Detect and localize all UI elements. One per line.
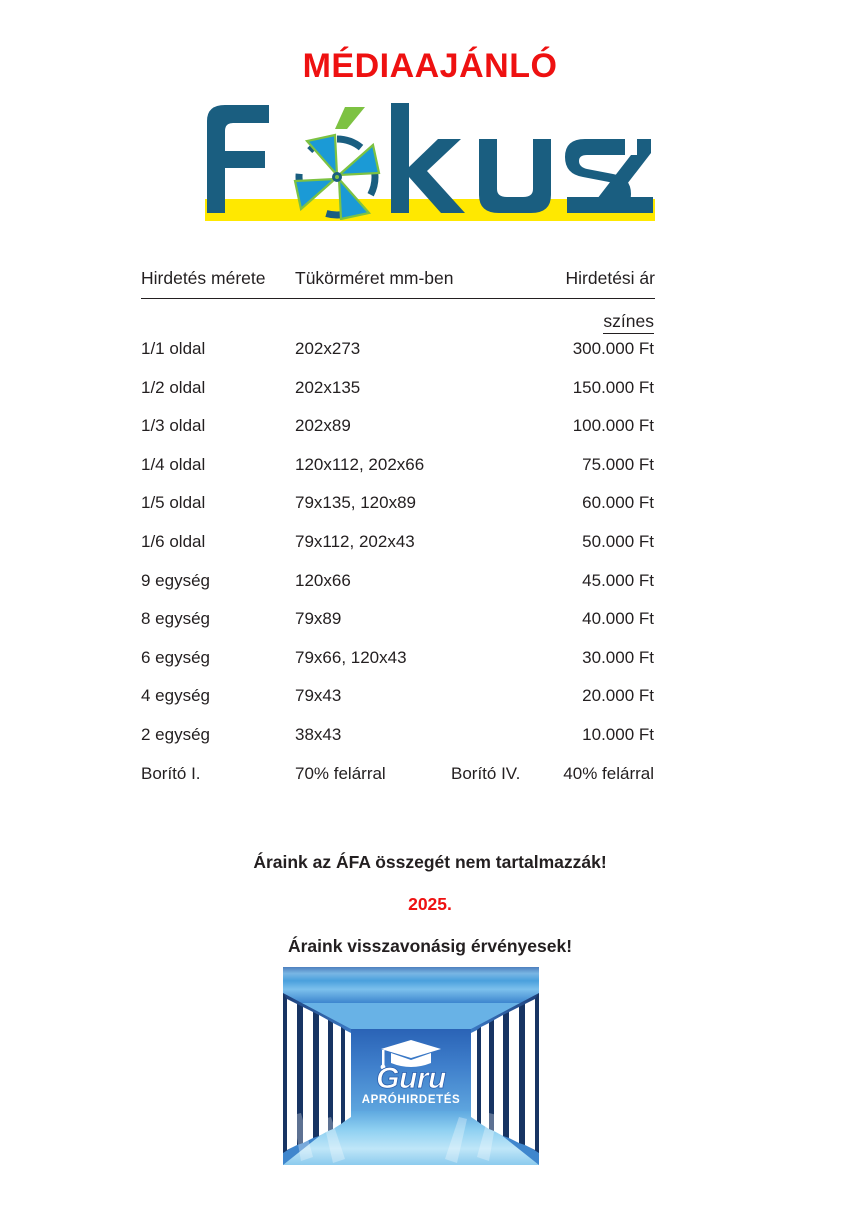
vat-note: Áraink az ÁFA összegét nem tartalmazzák! xyxy=(253,852,607,872)
svg-text:Guru: Guru xyxy=(376,1062,446,1095)
cell-price: 60.000 Ft xyxy=(582,493,654,513)
cell-dimensions: 79x43 xyxy=(295,686,342,706)
cell-size: 8 egység xyxy=(141,609,210,629)
cell-dimensions: 120x112, 202x66 xyxy=(295,454,425,474)
table-row xyxy=(141,374,655,413)
cell-price: 20.000 Ft xyxy=(582,686,654,706)
cell-price: 100.000 Ft xyxy=(572,416,654,436)
cell-size: 1/5 oldal xyxy=(141,493,206,513)
header-size: Hirdetés mérete xyxy=(141,268,266,288)
table-row xyxy=(141,682,655,721)
validity-note: Áraink visszavonásig érvényesek! xyxy=(287,936,573,956)
cell-dimensions: 79x89 xyxy=(295,609,342,629)
notes-block xyxy=(0,852,860,978)
cell-price: 300.000 Ft xyxy=(572,339,654,358)
cell-dimensions: 70% felárral xyxy=(295,763,386,783)
header-dimensions: Tükörméret mm-ben xyxy=(295,268,454,288)
cell-price: 150.000 Ft xyxy=(572,377,654,397)
cell-dimensions: 79x135, 120x89 xyxy=(295,493,416,513)
cell-price: 50.000 Ft xyxy=(582,531,654,551)
table-row xyxy=(141,567,655,606)
table-row xyxy=(141,721,655,760)
cell-size: 1/4 oldal xyxy=(141,454,206,474)
header-price-sub: színes xyxy=(603,311,654,334)
cell-size: 1/1 oldal xyxy=(141,339,206,358)
cell-size: Borító I. xyxy=(141,763,201,783)
table-subheader-row xyxy=(141,299,655,335)
cell-dimensions: 202x273 xyxy=(295,339,361,358)
table-row xyxy=(141,451,655,490)
cell-size: 2 egység xyxy=(141,724,210,744)
cell-size: 6 egység xyxy=(141,647,210,667)
rate-table xyxy=(141,268,655,798)
table-row xyxy=(141,760,655,799)
cell-dimensions: 120x66 xyxy=(295,570,351,590)
table-row xyxy=(141,644,655,683)
cell-dimensions: 202x89 xyxy=(295,416,351,436)
table-header-row xyxy=(141,268,655,299)
cell-dimensions: 38x43 xyxy=(295,724,342,744)
logo-wordmark xyxy=(195,95,665,215)
cell-size: 1/2 oldal xyxy=(141,377,206,397)
cell-dimensions: 79x66, 120x43 xyxy=(295,647,407,667)
cell-price: 30.000 Ft xyxy=(582,647,654,667)
table-row xyxy=(141,605,655,644)
fokusz-logo xyxy=(195,95,665,225)
cell-price: 45.000 Ft xyxy=(582,570,654,590)
table-row xyxy=(141,335,655,374)
cell-size: 1/6 oldal xyxy=(141,531,206,551)
cell-price: 40% felárral xyxy=(563,763,654,783)
cell-dimensions: 202x135 xyxy=(295,377,361,397)
cell-extra: Borító IV. xyxy=(451,763,521,783)
aperture-pinwheel-icon xyxy=(295,107,379,219)
table-row xyxy=(141,412,655,451)
header-price: Hirdetési ár xyxy=(565,268,655,288)
year-note: 2025. xyxy=(408,894,452,914)
svg-text:APRÓHIRDETÉS: APRÓHIRDETÉS xyxy=(361,1091,461,1107)
guru-apróhirdetés-banner xyxy=(283,967,539,1165)
page-title: MÉDIAAJÁNLÓ xyxy=(302,47,558,85)
table-row xyxy=(141,528,655,567)
cell-dimensions: 79x112, 202x43 xyxy=(295,531,415,551)
cell-size: 1/3 oldal xyxy=(141,416,206,436)
cell-size: 9 egység xyxy=(141,570,210,590)
cell-price: 75.000 Ft xyxy=(582,454,654,474)
cell-size: 4 egység xyxy=(141,686,210,706)
table-row xyxy=(141,489,655,528)
cell-price: 10.000 Ft xyxy=(582,724,654,744)
cell-price: 40.000 Ft xyxy=(582,609,654,629)
